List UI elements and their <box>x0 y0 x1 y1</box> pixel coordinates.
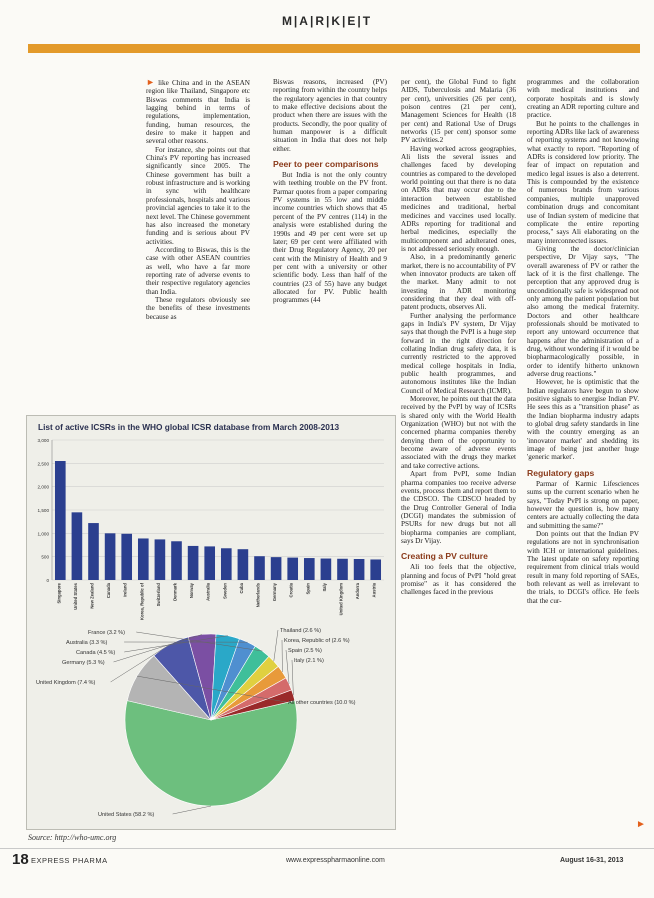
pie-label: All other countries (10.0 %) <box>288 700 356 706</box>
bar <box>287 558 298 580</box>
pie-label: Spain (2.5 %) <box>288 648 322 654</box>
x-tick-label: Germany <box>272 583 278 602</box>
x-tick-label: Spain <box>305 583 311 595</box>
bar <box>171 541 182 580</box>
col2-paragraph-2: But India is not the only country with teething trouble on the PV front. Parmar quotes from a paper comparing PV systems in 55 low and middle income countries which shows that 45 percent of the PV centres (114) in the analysis were established during the 1990s and 49 per cent were set up later; 69 per cent were affiliated with their Drug Regulatory Agency, 20 per cent with the Ministry of Health and 9 per cent with a university or other scientific body. Less than half of the countries (23 of 55) have any budget allocated for PV. Public health programmes (44 <box>273 171 387 305</box>
x-tick-label: United Kingdom <box>338 583 344 616</box>
y-tick-label: 500 <box>41 554 49 560</box>
bar <box>271 557 282 580</box>
col4-paragraph-4: However, he is optimistic that the Indian regulators have begun to show positive signals to energise Indian PV. He sees this as a "transition phase" as the Indian biopharma industry adapts to global drug safety standards in line with the country emerging as an 'innovator market' and shedding its image of being just another huge 'generic market'. <box>527 378 639 462</box>
x-tick-label: Cuba <box>238 583 244 594</box>
bar <box>337 559 348 580</box>
pie-leader-line <box>292 660 293 695</box>
bar <box>221 548 232 580</box>
pie-label: France (3.2 %) <box>88 630 125 636</box>
y-tick-label: 3,000 <box>37 438 49 443</box>
col3-paragraph-1: per cent), the Global Fund to fight AIDS, Tuberculosis and Malaria (36 per cent), universities (26 per cent), poison centres (21 per cent), Management Sciences for Health (18 per cent) and Rational Use of Drugs networks (15 per cent) sponsor some PV activities.2 <box>401 78 516 145</box>
x-tick-label: Denmark <box>172 583 178 601</box>
x-tick-label: Croatia <box>288 583 294 598</box>
bar <box>121 534 132 580</box>
x-tick-label: Australia <box>205 583 211 601</box>
pie-label: Thailand (2.6 %) <box>280 628 322 634</box>
pie-label: Korea, Republic of (2.6 %) <box>284 638 350 644</box>
pie-label: Canada (4.5 %) <box>76 650 116 656</box>
column-3 <box>401 78 516 597</box>
bar <box>105 533 116 580</box>
bar-chart-title: List of active ICSRs in the WHO global ICSR database from March 2008-2013 <box>38 422 340 432</box>
bar <box>188 546 199 580</box>
x-tick-label: United States <box>72 583 78 610</box>
y-tick-label: 1,500 <box>37 508 49 513</box>
chart-source: Source: http://who-umc.org <box>28 833 117 842</box>
x-tick-label: Canada <box>106 583 112 599</box>
bar-chart <box>26 430 396 620</box>
col4-paragraph-6: Don points out that the Indian PV regulations are not in synchronisation with ICH or international guidelines. The latest update on safety reporting requirement from clinical trials would result in many fold reporting of SAEs, both relevant as well as irrelevant to the trials, to DCGI's office. He feels that the cur- <box>527 529 639 605</box>
header-rule <box>28 44 640 53</box>
x-tick-label: Korea, Republic of <box>139 583 145 620</box>
bar <box>354 559 365 580</box>
col1-paragraph-3: According to Biswas, this is the case with other ASEAN countries as well, who have a far more reporting rate of adverse events to their respective regulatory agencies than India. <box>146 245 250 296</box>
bar <box>55 461 66 580</box>
issue-date: August 16-31, 2013 <box>560 857 624 864</box>
bar <box>304 558 315 580</box>
bar <box>88 523 99 580</box>
column-2 <box>273 78 387 305</box>
y-tick-label: 0 <box>46 578 49 583</box>
bar <box>238 549 249 580</box>
x-tick-label: Singapore <box>56 583 62 604</box>
x-tick-label: Switzerland <box>155 583 161 607</box>
continuation-arrow-icon: ► <box>146 77 155 87</box>
bar <box>254 556 265 580</box>
column-4 <box>527 78 639 605</box>
col1-paragraph-2: For instance, she points out that China's PV reporting has increased significantly since 2005. The Chinese government has built a robust infrastructure and is working in sync with healthcare professionals, hospitals and various provincial agencies to take it to the next level. The Chinese government has also increased the monetary funding and is serious about PV activities. <box>146 145 250 246</box>
y-tick-label: 2,500 <box>37 461 49 467</box>
col4-paragraph-2: But he points to the challenges in reporting ADRs like lack of awareness of reporting systems and not knowing what exactly to report. "Reporting of ADRs is considered low priority. The fear of impact on reputation and medico legal issues is also a deterrent. This is compounded by the existence of numerous brands from various companies, multiple unapproved combination drugs and concomitant use of Indian system of medicine that complicate the entire reporting process," says Ali elaborating on the many interconnected issues. <box>527 119 639 245</box>
y-tick-label: 2,000 <box>37 484 49 490</box>
col1-paragraph-1: ► like China and in the ASEAN region like Thailand, Singapore etc Biswas comments that India is lagging behind in terms of regulations, implementation, funding, human resources, the desire to make it happen and several other reasons. <box>146 77 250 146</box>
section-masthead: M|A|R|K|E|T <box>281 14 373 28</box>
x-tick-label: Netherlands <box>255 583 261 608</box>
bar <box>321 559 332 580</box>
publication-name: EXPRESS PHARMA <box>31 856 108 865</box>
bar <box>204 546 215 580</box>
pie-label: Australia (3.3 %) <box>66 640 108 646</box>
pie-leader-line <box>274 630 278 661</box>
pie-label: United States (58.2 %) <box>98 812 155 818</box>
x-tick-label: New Zealand <box>89 583 95 609</box>
col2-paragraph-1: Biswas reasons, increased (PV) reporting from within the country helps the regulatory agencies in that country to make effective decisions about the product when there are issues with the products. Secondly, the poor quality of human manpower is a difficult situation in India that does not help either. <box>273 78 387 153</box>
subheading-peer-comparisons: Peer to peer comparisons <box>273 159 379 170</box>
x-tick-label: Norway <box>189 583 195 599</box>
col3-paragraph-7: Ali too feels that the objective, planning and focus of PvPI "hold great promise" as it has considered the challenges faced in the previous <box>401 563 516 597</box>
next-page-arrow-icon: ► <box>636 819 646 830</box>
bar <box>72 512 83 580</box>
pie-chart <box>26 620 396 830</box>
col3-paragraph-2: Having worked across geographies, Ali lists the several issues and challenges faced by developing countries as compared to the developed world pointing out that there is no data on ADRs that may occur due to the interaction between established medicines and traditional, herbal medicines and vaccines used locally. ADRs reporting for traditional and herbal medicines, especially the multicomponent and adulterated ones, is not addressed seriously enough. <box>401 144 516 253</box>
col3-paragraph-5: Moreover, he points out that the data received by the PvPI by way of ICSRs is shared only with the World Health Organization (WHO) but not with the concerned pharma companies thereby denying them of the opportunity to become aware of adverse events associated with the drugs they market and take corrective actions. <box>401 395 516 470</box>
x-tick-label: Ireland <box>122 583 128 597</box>
y-tick-label: 1,000 <box>37 531 49 537</box>
pie-leader-line <box>173 806 211 814</box>
footer-rule <box>0 848 654 849</box>
col3-paragraph-4: Further analysing the performance gaps in India's PV system, Dr Vijay says that though the PvPI is a huge step forward in the right direction for collating Indian drug safety data, it is currently restricted to the approved medical college hospitals in India, public health programmes, and autonomous institutes like the Indian Council of Medical Research (ICMR). <box>401 311 516 395</box>
col4-paragraph-3: Giving the doctor/clinician perspective, Dr Vijay says, "The overall awareness of PV or rather the lack of it is the first challenge. The perception that any approved drug is unconditionally safe is widespread not only among the patient population but also among the medical fraternity. Doctors and other healthcare professionals should be motivated to report any untoward occurrence that happens after the administration of a drug, without wondering if it would be biopharmacologically possible, in order to identify hitherto unknown adverse drug reactions." <box>527 244 639 379</box>
subheading-regulatory-gaps: Regulatory gaps <box>527 467 595 478</box>
pie-label: Italy (2.1 %) <box>294 658 324 664</box>
page-number: 18 <box>12 851 29 868</box>
x-tick-label: Italy <box>321 583 327 592</box>
subheading-pv-culture: Creating a PV culture <box>401 551 488 562</box>
col3-paragraph-6: Apart from PvPI, some Indian pharma companies too receive adverse events, process them and report them to the CDSCO. The CDSCO headed by the Drug Controller General of India (DCGI) mandates the submission of PSURs for new drugs but not all biopharma companies are compliant, says Dr Vijay. <box>401 470 516 545</box>
col4-paragraph-5: Parmar of Karmic Lifesciences sums up the current scenario when he says, "Today PvPI is strong on paper, however the question is, how many centers are actually collecting the data and submitting the same?" <box>527 479 639 530</box>
x-tick-label: Sweden <box>222 583 228 599</box>
col4-paragraph-1: programmes and the collaboration with medical institutions and corporate hospitals and is slowly creating an ADR reporting culture and practice. <box>527 78 639 120</box>
x-tick-label: Andorra <box>355 583 361 600</box>
pie-label: United Kingdom (7.4 %) <box>36 680 96 686</box>
x-tick-label: Austria <box>371 583 377 598</box>
pie-label: Germany (5.3 %) <box>62 660 105 666</box>
website-url[interactable]: www.expresspharmaonline.com <box>286 857 385 864</box>
bar <box>155 539 166 580</box>
col3-paragraph-3: Also, in a predominantly generic market, there is no accountability of PV when innovator products are taken off the market. Many admit to not investing in ADR monitoring considering that they deal with off-patent products, observes Ali. <box>401 253 516 312</box>
column-1 <box>146 78 250 321</box>
bar <box>370 559 381 580</box>
col1-paragraph-4: These regulators obviously see the benefits of these investments because as <box>146 295 250 321</box>
bar <box>138 538 149 580</box>
